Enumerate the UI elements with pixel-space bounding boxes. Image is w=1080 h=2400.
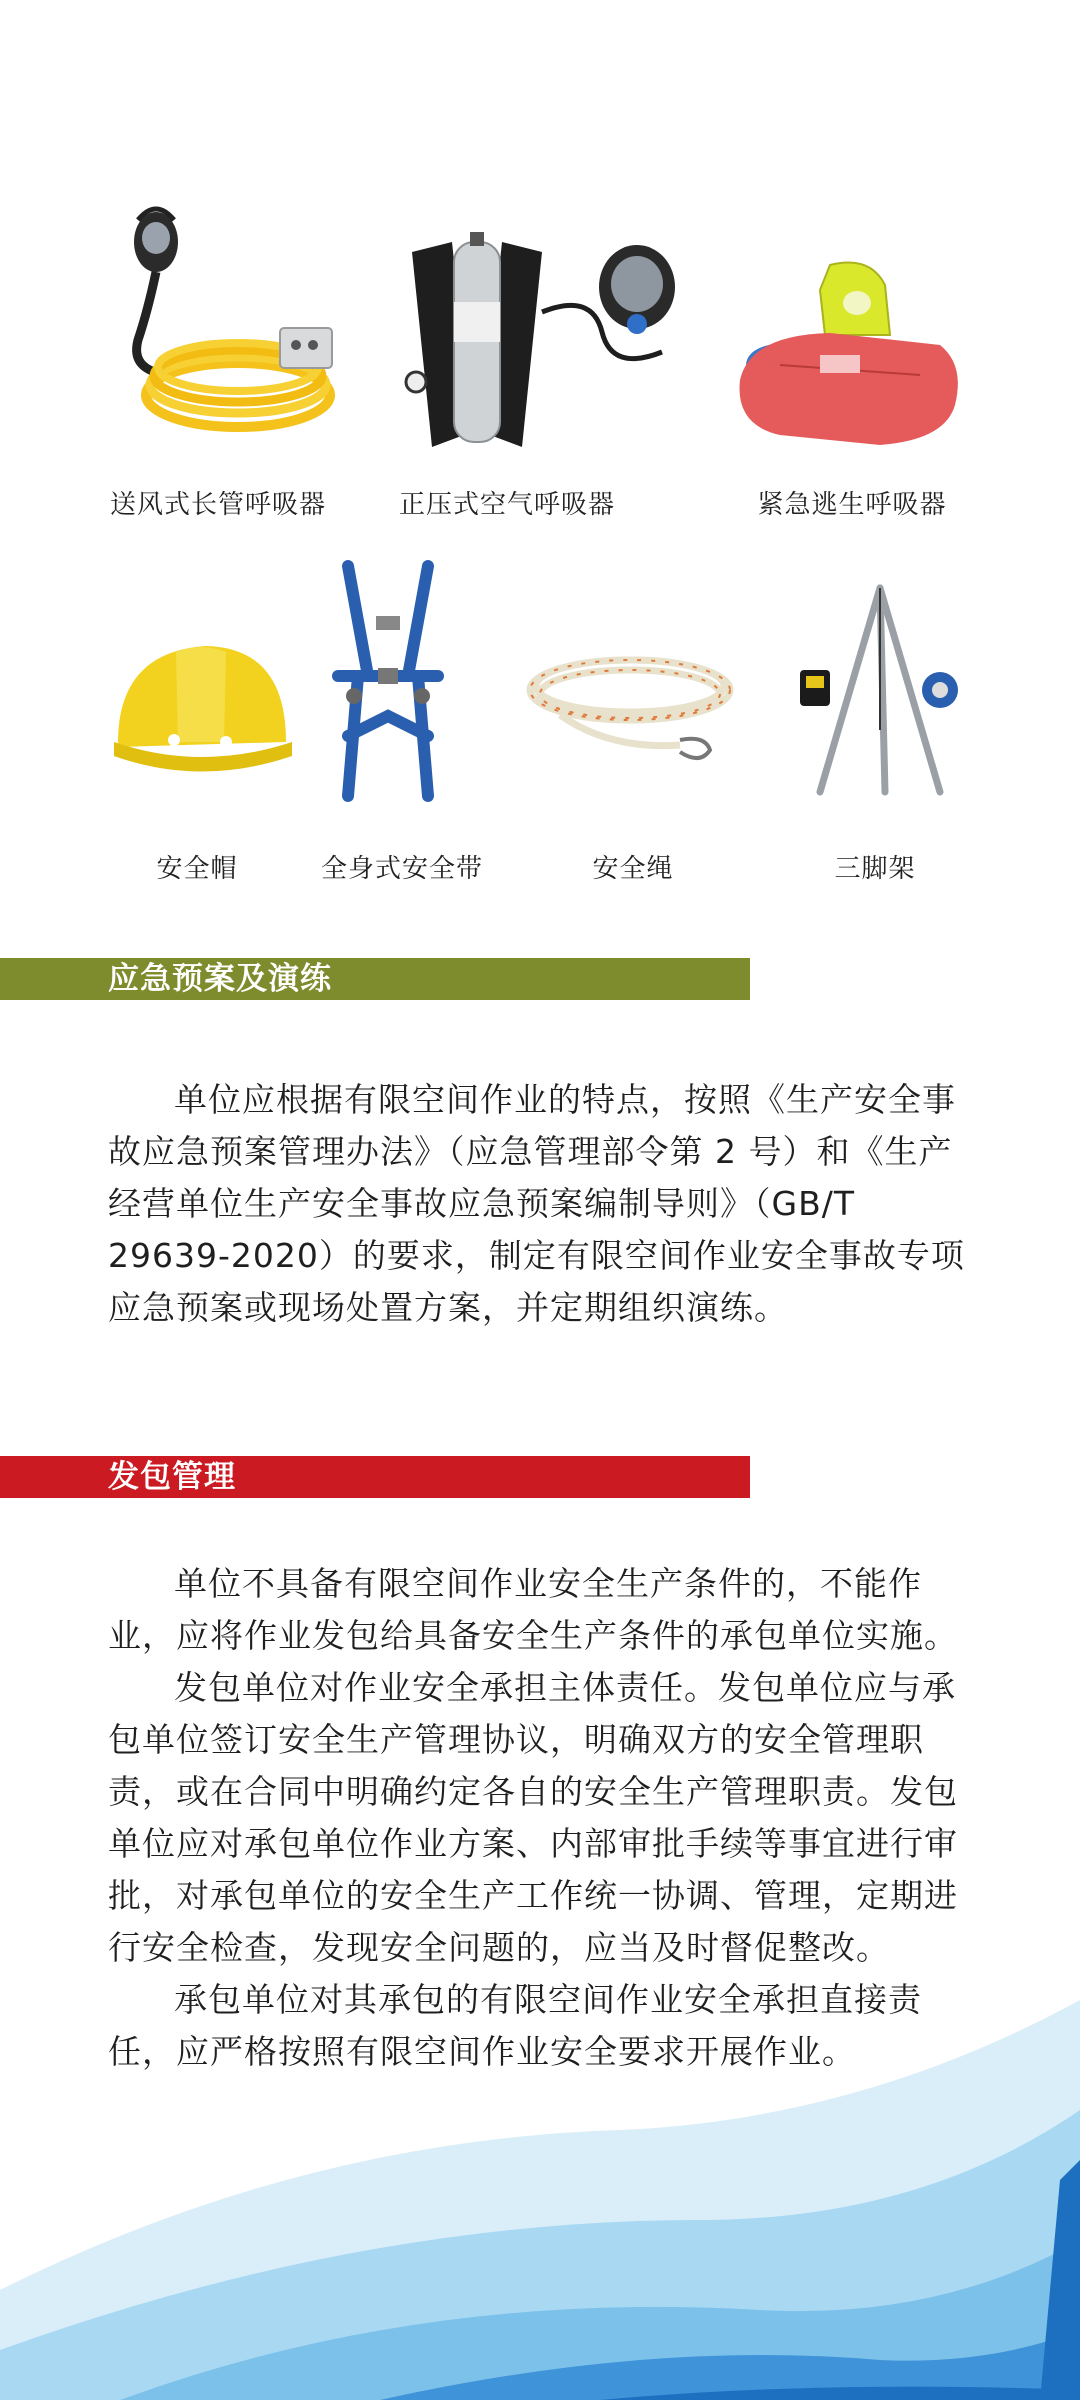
decorative-wave-background — [0, 1960, 1080, 2400]
safety-helmet-icon — [106, 632, 296, 792]
scba-image — [392, 232, 702, 462]
emergency-plan-paragraph: 单位应根据有限空间作业的特点，按照《生产安全事故应急预案管理办法》（应急管理部令第 2 号）和《生产经营单位生产安全事故应急预案编制导则》（GB/T 29639-2020）的要求，制定有限空间作业安全事故专项应急预案或现场处置方案，并定期组织演练。 — [108, 1080, 965, 1327]
section-header-contract-management — [0, 1456, 750, 1498]
contract-paragraph-3: 承包单位对其承包的有限空间作业安全承担直接责任，应严格按照有限空间作业安全要求开展作业。 — [108, 1980, 922, 2071]
full-body-harness-image — [318, 556, 458, 806]
caption-supplied-air-respirator: 送风式长管呼吸器 — [109, 490, 326, 520]
supplied-air-respirator-icon — [108, 200, 338, 445]
supplied-air-respirator-image — [108, 200, 338, 445]
tripod-image — [790, 580, 970, 800]
safety-helmet-image — [106, 632, 296, 792]
scba-icon — [392, 232, 702, 462]
contract-paragraph-1: 单位不具备有限空间作业安全生产条件的，不能作业，应将作业发包给具备安全生产条件的承包单位实施。 — [108, 1564, 958, 1655]
section-title-emergency-plan: 应急预案及演练 — [108, 961, 332, 997]
caption-full-body-harness: 全身式安全带 — [320, 854, 483, 884]
section-title-contract-management: 发包管理 — [108, 1459, 236, 1495]
tripod-icon — [790, 580, 970, 800]
escape-respirator-icon — [720, 255, 975, 455]
escape-respirator-image — [720, 255, 975, 455]
emergency-plan-body — [108, 1074, 974, 1334]
section-header-emergency-plan — [0, 958, 750, 1000]
caption-tripod: 三脚架 — [834, 854, 916, 884]
caption-scba: 正压式空气呼吸器 — [398, 490, 615, 520]
full-body-harness-icon — [318, 556, 458, 806]
contract-paragraph-2: 发包单位对作业安全承担主体责任。发包单位应与承包单位签订安全生产管理协议，明确双方的安全管理职责，或在合同中明确约定各自的安全生产管理职责。发包单位应对承包单位作业方案、内部审批手续等事宜进行审批，对承包单位的安全生产工作统一协调、管理，定期进行安全检查，发现安全问题的，应当及时督促整改。 — [108, 1668, 958, 1967]
caption-safety-rope: 安全绳 — [592, 854, 674, 884]
safety-rope-image — [520, 640, 740, 770]
caption-escape-respirator: 紧急逃生呼吸器 — [757, 490, 947, 520]
caption-safety-helmet: 安全帽 — [156, 854, 238, 884]
safety-rope-icon — [520, 640, 740, 770]
